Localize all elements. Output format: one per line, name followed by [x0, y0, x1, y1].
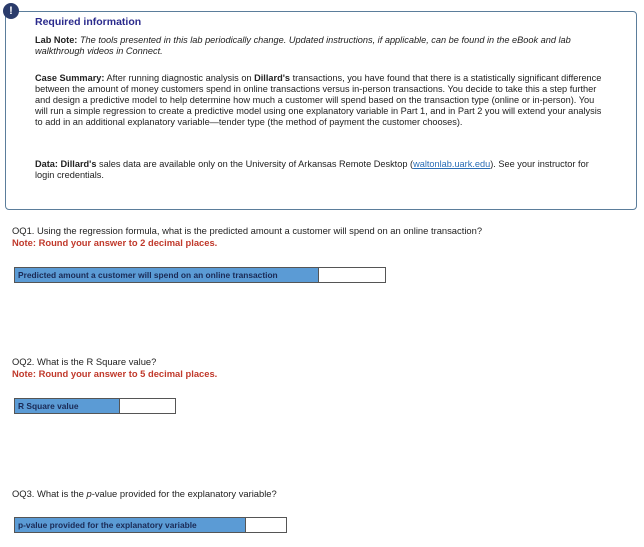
p-value-input[interactable] [245, 518, 286, 532]
question-1-note [12, 237, 217, 249]
question-3-text [12, 488, 277, 500]
question-1-answer-label: Predicted amount a customer will spend on an online transaction [15, 268, 318, 282]
lab-note-text: The tools presented in this lab periodically change. Updated instructions, if applicable, can be found in the eBook and lab walkthrough videos in Connect. [35, 35, 571, 56]
case-summary-text-1: After running diagnostic analysis on [106, 73, 252, 83]
question-2-text: OQ2. What is the R Square value? [12, 356, 157, 367]
data-note [35, 159, 605, 181]
question-2-answer-label: R Square value [15, 399, 119, 413]
question-2-note-text: Round your answer to 5 decimal places. [38, 368, 218, 379]
question-3-text-after: -value provided for the explanatory variable? [91, 488, 277, 499]
info-title: Required information [35, 16, 142, 28]
lab-note-label: Lab Note: [35, 35, 78, 45]
lab-note [35, 35, 605, 57]
data-label: Data: [35, 159, 58, 169]
alert-icon: ! [3, 3, 19, 19]
question-1-text: OQ1. Using the regression formula, what is the predicted amount a customer will spend on an online transaction? [12, 225, 483, 236]
data-text-2: ). See your instructor for login credentials. [35, 159, 589, 180]
case-summary-company: Dillard's [254, 73, 290, 83]
case-summary-text-2: transactions, you have found that there is a statistically significant difference between the amount of money customers spend in online transactions versus in-person transactions. You decide to take this a step further and design a predictive model to help determine how much a customer will spend based on the transaction type (online or in-person). You will run a simple regression to create a predictive model using one explanatory variable in Part 1, and in Part 2 you will extend your analysis to add in an additional explanatory variable—tender type (the method of payment the customer chooses). [35, 73, 602, 127]
question-2-note-label: Note: [12, 368, 36, 379]
question-3-answer-label: p-value provided for the explanatory variable [15, 518, 245, 532]
remote-desktop-link[interactable]: waltonlab.uark.edu [413, 159, 491, 169]
case-summary [35, 73, 605, 128]
question-1-answer-row [14, 267, 386, 283]
question-1-note-text: Round your answer to 2 decimal places. [38, 237, 218, 248]
data-text-1: sales data are available only on the University of Arkansas Remote Desktop ( [99, 159, 414, 169]
question-2-note [12, 368, 217, 380]
question-3-text-before: OQ3. What is the [12, 488, 84, 499]
question-1-note-label: Note: [12, 237, 36, 248]
data-company: Dillard's [60, 159, 97, 169]
question-3-answer-row [14, 517, 287, 533]
question-3-text-italic: p [86, 488, 92, 499]
predicted-amount-input[interactable] [318, 268, 385, 282]
r-square-input[interactable] [119, 399, 175, 413]
question-2-answer-row [14, 398, 176, 414]
case-summary-label: Case Summary: [35, 73, 105, 83]
